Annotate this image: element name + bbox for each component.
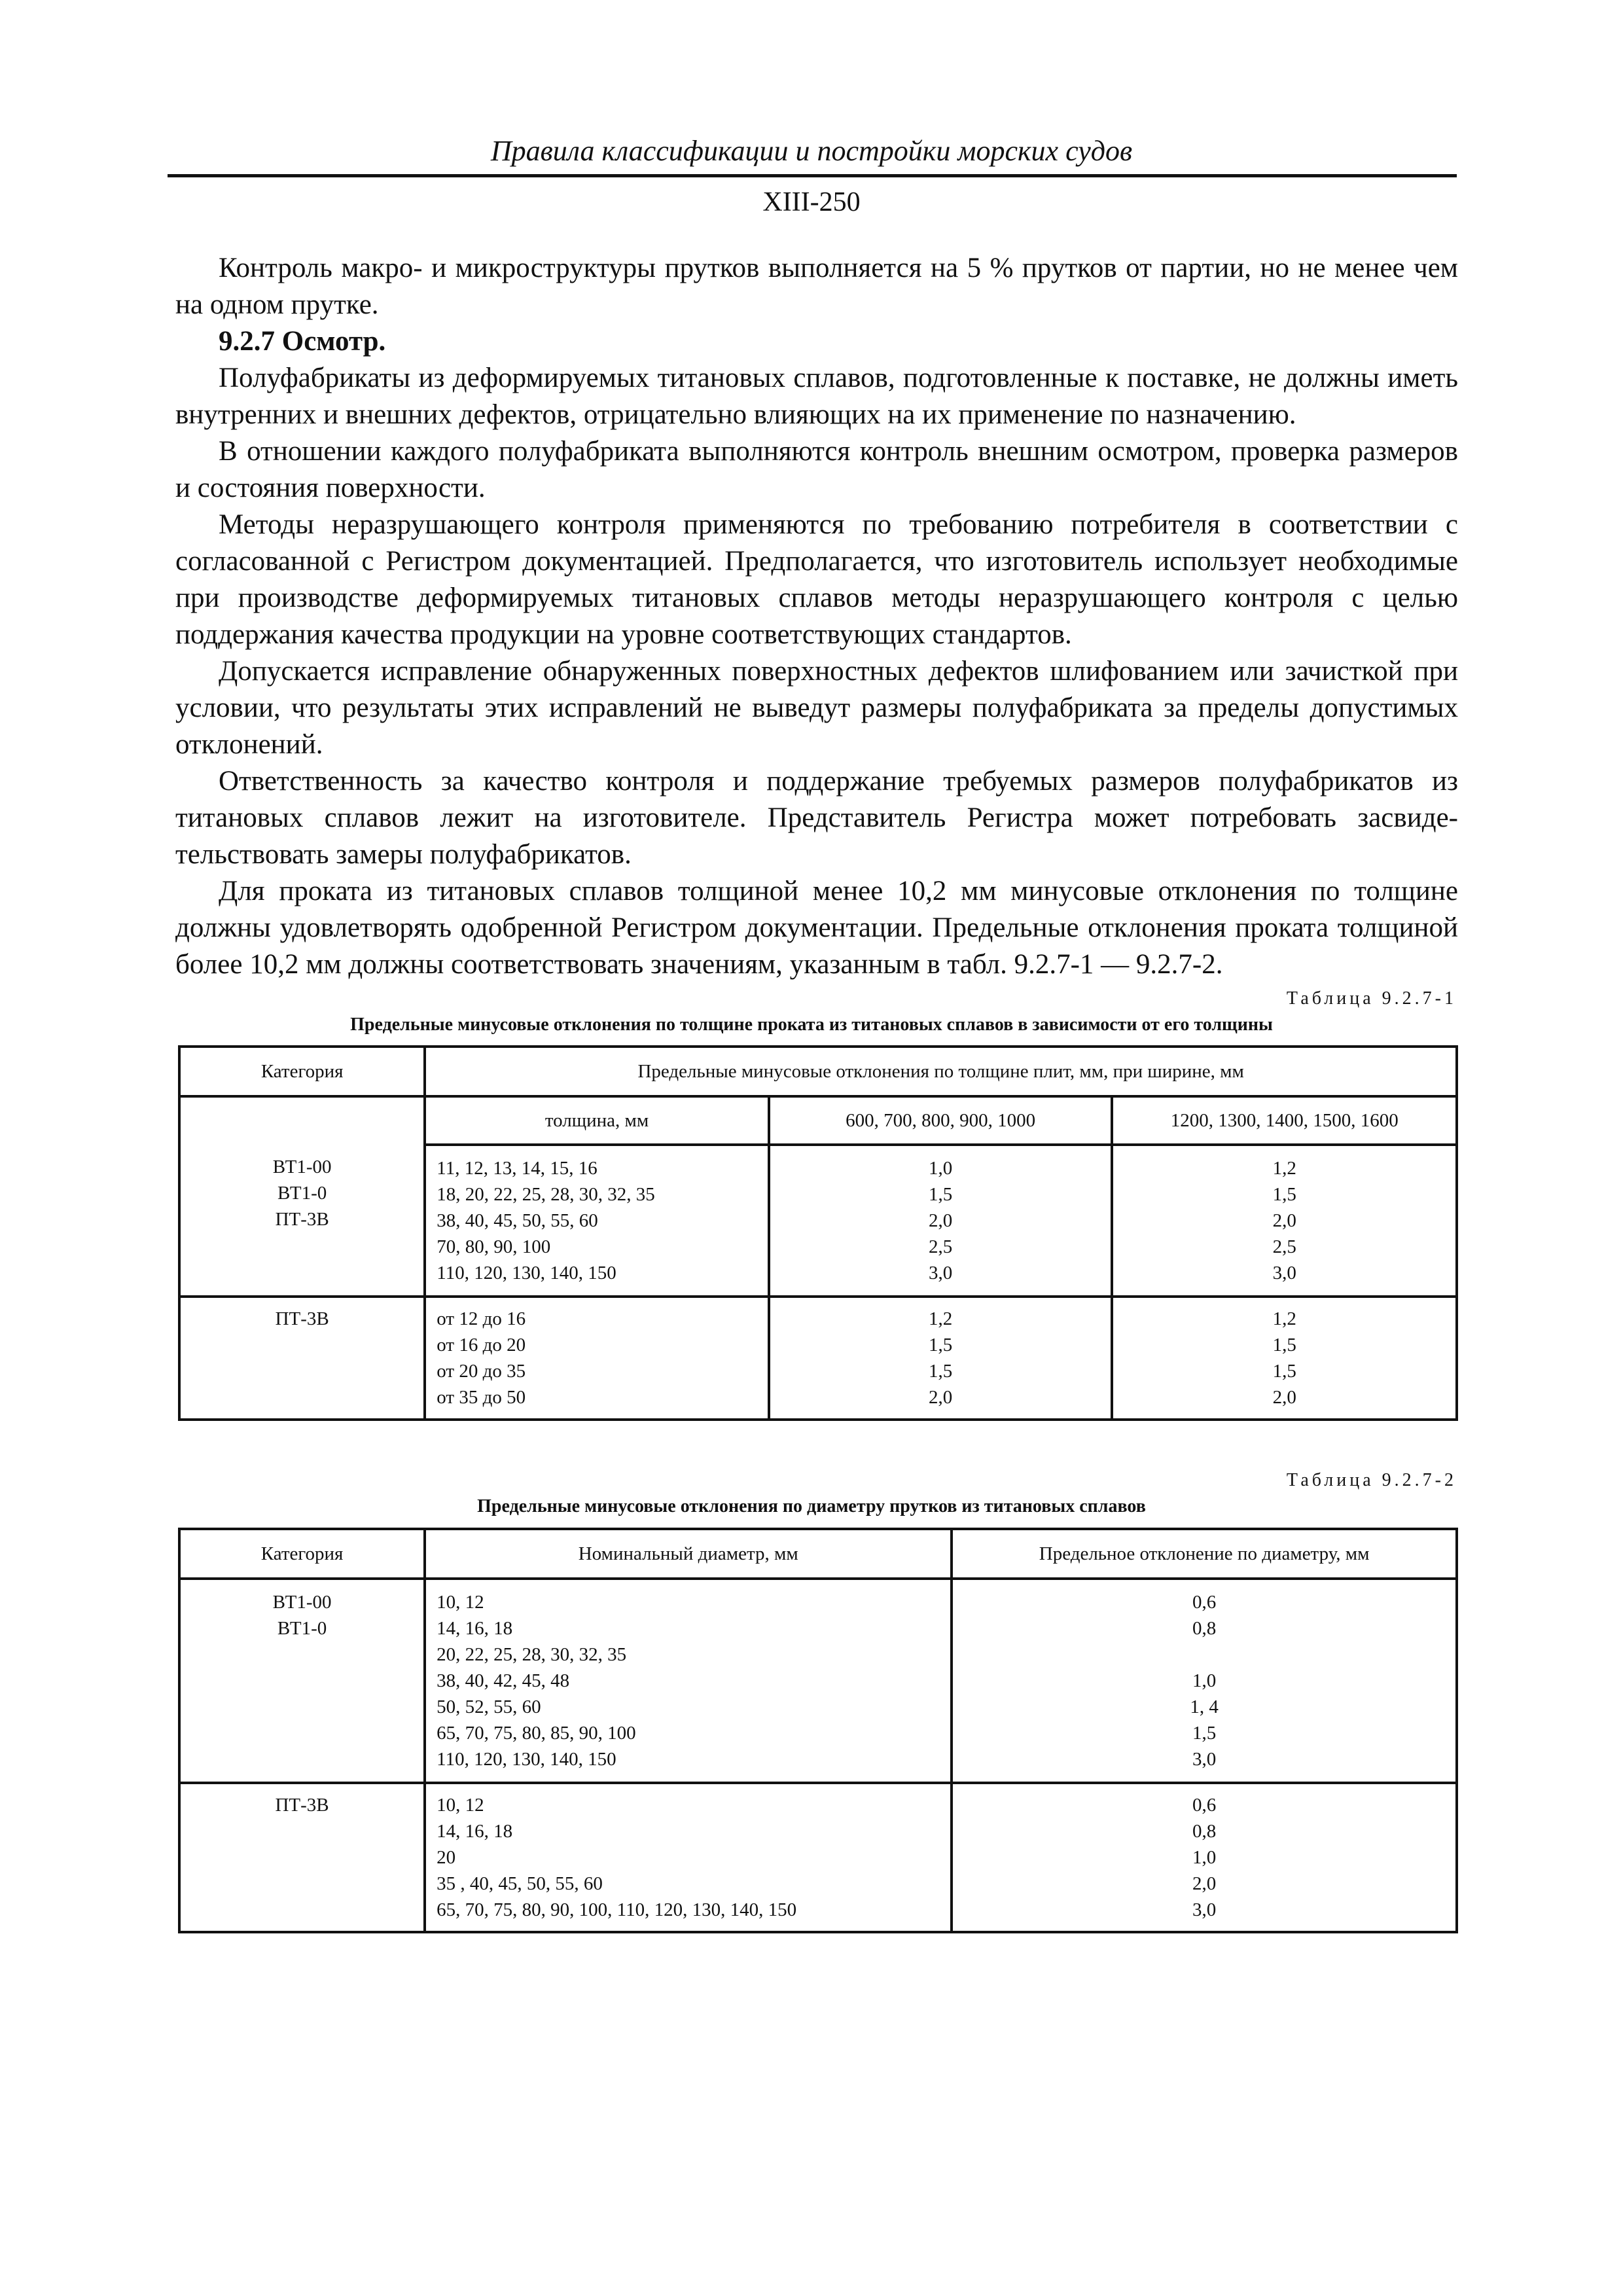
category-value: ПТ-3В bbox=[275, 1795, 329, 1816]
diameter-value: 20 bbox=[437, 1847, 456, 1868]
deviation-cell bbox=[1112, 1145, 1457, 1297]
table-header-cell: Предельное отклонение по диаметру, мм bbox=[952, 1529, 1457, 1579]
category-cell bbox=[179, 1297, 425, 1420]
table-header-row bbox=[179, 1047, 1457, 1096]
page-number: XIII-250 bbox=[762, 187, 861, 217]
paragraph: Контроль макро- и микроструктуры прутков выполняется на 5 % прутков от партии, но не менее чем на одном прутке. bbox=[175, 253, 1458, 320]
table-header-cell: Номинальный диаметр, мм bbox=[425, 1529, 952, 1579]
deviation-value: 3,0 bbox=[1272, 1263, 1296, 1283]
deviation-value: 1, 4 bbox=[1190, 1696, 1219, 1717]
deviation-value: 1,2 bbox=[1272, 1308, 1296, 1329]
running-header-title: Правила классификации и постройки морских судов bbox=[490, 135, 1133, 167]
thickness-cell bbox=[425, 1145, 768, 1297]
deviation-value bbox=[963, 1641, 1445, 1668]
deviation-value: 1,5 bbox=[1272, 1335, 1296, 1355]
deviation-value: 2,5 bbox=[928, 1236, 953, 1257]
thickness-value: 18, 20, 22, 25, 28, 30, 32, 35 bbox=[437, 1184, 655, 1205]
deviation-value: 1,5 bbox=[928, 1335, 953, 1355]
thickness-value: от 16 до 20 bbox=[437, 1335, 526, 1355]
diameter-value: 10, 12 bbox=[437, 1795, 484, 1816]
deviation-cell bbox=[952, 1579, 1457, 1783]
paragraph: В отношении каждого полуфабриката выполняются контроль внешним осмотром, проверка размеров и состояния поверхности. bbox=[175, 436, 1458, 503]
table-2-label: Таблица 9.2.7-2 bbox=[1286, 1470, 1457, 1490]
table-2 bbox=[178, 1528, 1458, 1933]
table-1-label: Таблица 9.2.7-1 bbox=[1286, 988, 1457, 1009]
deviation-value: 2,5 bbox=[1272, 1236, 1296, 1257]
deviation-value: 1,5 bbox=[1272, 1184, 1296, 1205]
thickness-value: от 35 до 50 bbox=[437, 1387, 526, 1408]
diameter-cell bbox=[425, 1579, 952, 1783]
table-header-cell: Категория bbox=[179, 1047, 425, 1096]
diameter-value: 50, 52, 55, 60 bbox=[437, 1696, 541, 1717]
deviation-value: 2,0 bbox=[1272, 1387, 1296, 1408]
deviation-value: 2,0 bbox=[928, 1210, 953, 1231]
table-2-caption: Предельные минусовые отклонения по диаметру прутков из титановых сплавов bbox=[477, 1496, 1146, 1516]
deviation-cell bbox=[769, 1145, 1113, 1297]
deviation-cell bbox=[1112, 1297, 1457, 1420]
deviation-value: 0,6 bbox=[1192, 1592, 1217, 1613]
paragraph: Ответственность за качество контроля и поддержание требуемых размеров полуфабрикатов из титановых сплавов лежит на изготовителе. Представитель Регистра может потребовать засвидетельствовать замеры полуфабрикатов. bbox=[175, 766, 1458, 870]
deviation-value: 0,8 bbox=[1192, 1618, 1217, 1639]
header-rule bbox=[168, 174, 1457, 177]
paragraph: Допускается исправление обнаруженных поверхностных дефектов шлифованием или зачисткой при условии, что результаты этих исправлений не выведут размеры полуфабриката за пределы допустимых отклонений. bbox=[175, 656, 1458, 760]
table-1-caption: Предельные минусовые отклонения по толщине проката из титановых сплавов в зависимости от его толщины bbox=[350, 1014, 1273, 1035]
diameter-value: 10, 12 bbox=[437, 1592, 484, 1613]
deviation-value: 1,2 bbox=[1272, 1158, 1296, 1179]
table-header-cell: толщина, мм bbox=[425, 1096, 768, 1145]
diameter-value: 14, 16, 18 bbox=[437, 1618, 513, 1639]
diameter-value: 35 , 40, 45, 50, 55, 60 bbox=[437, 1873, 603, 1894]
diameter-value: 65, 70, 75, 80, 85, 90, 100 bbox=[437, 1723, 636, 1744]
deviation-value: 1,5 bbox=[928, 1184, 953, 1205]
category-cell bbox=[179, 1579, 425, 1783]
diameter-value: 65, 70, 75, 80, 90, 100, 110, 120, 130, 140, 150 bbox=[437, 1899, 797, 1920]
diameter-value: 38, 40, 42, 45, 48 bbox=[437, 1670, 570, 1691]
table-row bbox=[179, 1579, 1457, 1783]
deviation-value: 2,0 bbox=[1272, 1210, 1296, 1231]
table-header-row bbox=[179, 1529, 1457, 1579]
thickness-cell bbox=[425, 1297, 768, 1420]
deviation-value: 0,6 bbox=[1192, 1795, 1217, 1816]
table-row bbox=[179, 1783, 1457, 1932]
table-header-row bbox=[179, 1096, 1457, 1145]
deviation-value: 1,0 bbox=[928, 1158, 953, 1179]
deviation-value: 3,0 bbox=[928, 1263, 953, 1283]
thickness-value: 11, 12, 13, 14, 15, 16 bbox=[437, 1158, 597, 1179]
table-header-cell: 1200, 1300, 1400, 1500, 1600 bbox=[1112, 1096, 1457, 1145]
category-value: ВТ1-0 bbox=[277, 1183, 327, 1204]
paragraph: Для проката из титановых сплавов толщиной менее 10,2 мм минусовые отклонения по толщине должны удовлетворять одобренной Регистром документации. Предельные отклонения проката толщиной более 10,2 мм должны соответствовать значениям, указанным в табл. 9.2.7-1 — 9.2.7-2. bbox=[175, 876, 1458, 980]
section-heading: 9.2.7 Осмотр. bbox=[219, 326, 386, 357]
diameter-value: 110, 120, 130, 140, 150 bbox=[437, 1749, 616, 1770]
thickness-value: 38, 40, 45, 50, 55, 60 bbox=[437, 1210, 598, 1231]
diameter-value: 14, 16, 18 bbox=[437, 1821, 513, 1842]
diameter-cell bbox=[425, 1783, 952, 1932]
deviation-cell bbox=[952, 1783, 1457, 1932]
deviation-value: 1,0 bbox=[1192, 1670, 1217, 1691]
category-value: ПТ-3В bbox=[275, 1209, 329, 1230]
deviation-value: 3,0 bbox=[1192, 1899, 1217, 1920]
category-value: ВТ1-00 bbox=[272, 1157, 332, 1177]
deviation-value: 1,5 bbox=[1272, 1361, 1296, 1382]
deviation-value: 1,0 bbox=[1192, 1847, 1217, 1868]
category-value: ВТ1-0 bbox=[277, 1618, 327, 1639]
category-value: ПТ-3В bbox=[275, 1308, 329, 1329]
table-header-cell: 600, 700, 800, 900, 1000 bbox=[769, 1096, 1113, 1145]
deviation-cell bbox=[769, 1297, 1113, 1420]
paragraph: Методы неразрушающего контроля применяются по требованию потребителя в соответствии с согласованной с Регистром документацией. Предполагается, что изготовитель использует необходимые при производстве деформируемых титановых сплавов методы неразрушающего контроля с целью поддержания качества продукции на уровне соответствующих стандартов. bbox=[175, 509, 1458, 650]
deviation-value: 2,0 bbox=[1192, 1873, 1217, 1894]
thickness-value: 70, 80, 90, 100 bbox=[437, 1236, 551, 1257]
paragraph: Полуфабрикаты из деформируемых титановых сплавов, подготовленные к поставке, не должны иметь внутренних и внешних дефектов, отрицательно влияющих на их применение по назначению. bbox=[175, 363, 1458, 430]
deviation-value: 2,0 bbox=[928, 1387, 953, 1408]
thickness-value: 110, 120, 130, 140, 150 bbox=[437, 1263, 616, 1283]
deviation-value: 0,8 bbox=[1192, 1821, 1217, 1842]
deviation-value: 1,5 bbox=[1192, 1723, 1217, 1744]
deviation-value: 3,0 bbox=[1192, 1749, 1217, 1770]
table-header-cell: Категория bbox=[179, 1529, 425, 1579]
table-header-cell: Предельные минусовые отклонения по толщине плит, мм, при ширине, мм bbox=[425, 1047, 1457, 1096]
thickness-value: от 12 до 16 bbox=[437, 1308, 526, 1329]
table-1 bbox=[178, 1045, 1458, 1421]
table-header-cell bbox=[179, 1096, 425, 1145]
thickness-value: от 20 до 35 bbox=[437, 1361, 526, 1382]
category-cell bbox=[179, 1783, 425, 1932]
diameter-value: 20, 22, 25, 28, 30, 32, 35 bbox=[437, 1644, 627, 1665]
category-cell bbox=[179, 1145, 425, 1297]
table-row bbox=[179, 1297, 1457, 1420]
deviation-value: 1,5 bbox=[928, 1361, 953, 1382]
table-row bbox=[179, 1145, 1457, 1297]
deviation-value: 1,2 bbox=[928, 1308, 953, 1329]
category-value: ВТ1-00 bbox=[272, 1592, 332, 1613]
body-text bbox=[175, 250, 1458, 983]
